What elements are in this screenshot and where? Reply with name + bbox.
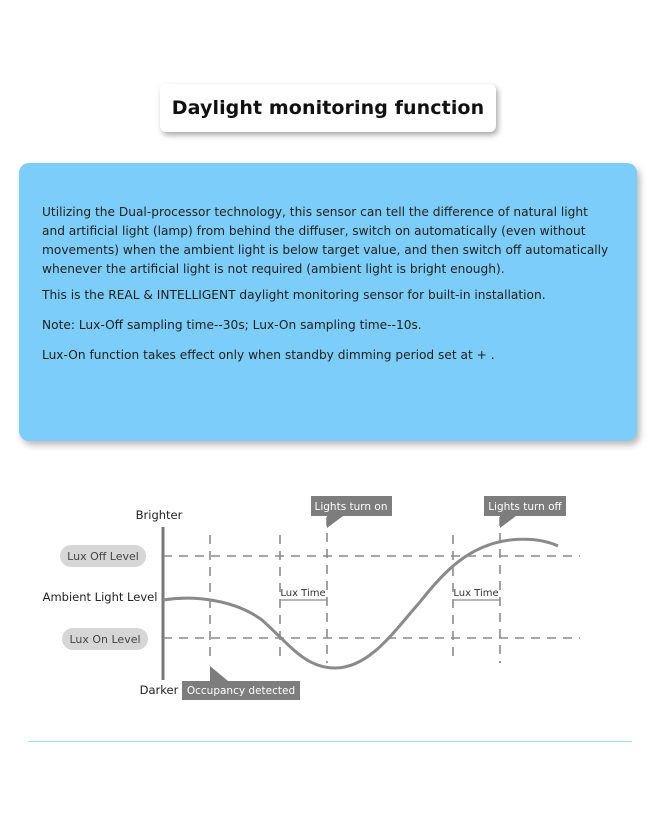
info-paragraph-lux-on: Lux-On function takes effect only when standby dimming period set at + . xyxy=(42,348,495,362)
lights-on-label: Lights turn on xyxy=(314,501,388,513)
info-paragraph-note: Note: Lux-Off sampling time--30s; Lux-On sampling time--10s. xyxy=(42,318,422,332)
lux-time-label-1: Lux Time xyxy=(280,588,326,599)
info-paragraph-real-intelligent: This is the REAL & INTELLIGENT daylight monitoring sensor for built-in installation. xyxy=(42,288,546,302)
lights-on-callout xyxy=(311,496,392,528)
lights-off-label: Lights turn off xyxy=(488,501,562,513)
bottom-separator xyxy=(28,741,632,742)
info-paragraph-intro: Utilizing the Dual-processor technology, this sensor can tell the difference of natural light and artificial light (lamp) from behind the diffuser, switch on automatically (even without movements) when the ambient light is below target value, and then switch off automatically whenever the artificial light is not required (ambient light is bright enough). xyxy=(42,205,609,276)
lux-time-label-2: Lux Time xyxy=(453,588,499,599)
page-title: Daylight monitoring function xyxy=(171,97,485,119)
info-panel xyxy=(19,163,637,441)
lights-off-callout xyxy=(484,496,566,528)
ambient-light-level-label: Ambient Light Level xyxy=(42,590,158,604)
lux-off-level-label: Lux Off Level xyxy=(67,550,139,563)
darker-label: Darker xyxy=(139,683,179,697)
daylight-diagram xyxy=(0,480,650,720)
ambient-light-curve xyxy=(163,539,558,668)
lux-on-level-label: Lux On Level xyxy=(69,633,141,646)
occupancy-detected-label: Occupancy detected xyxy=(186,685,296,697)
occupancy-callout xyxy=(182,666,300,700)
title-box xyxy=(160,84,496,132)
brighter-label: Brighter xyxy=(135,508,183,522)
